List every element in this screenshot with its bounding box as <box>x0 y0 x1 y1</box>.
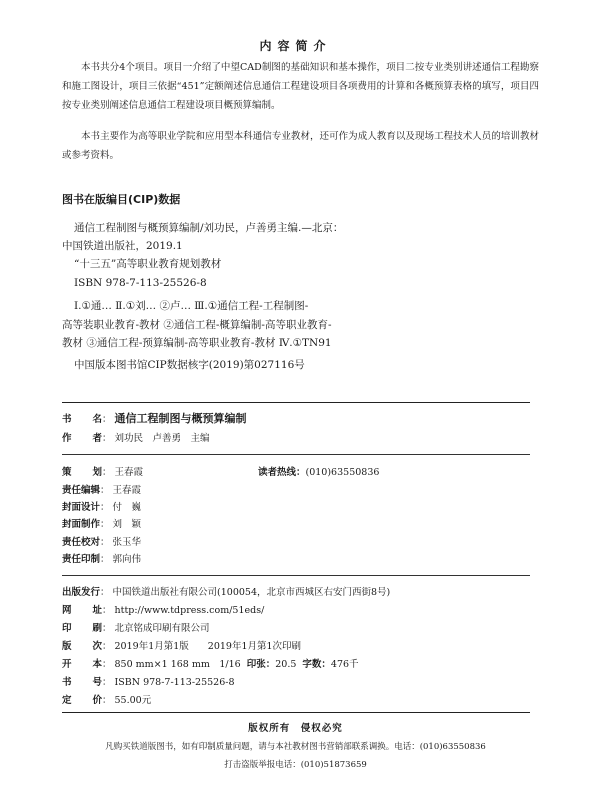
book-author: 刘功民 卢善勇 主编 <box>114 433 210 444</box>
pub-row-printer: 印 刷 ： 北京铭成印刷有限公司 <box>62 623 210 634</box>
pub-row-edition: 版 次 ： 2019年1月第1版 2019年1月第1次印刷 <box>62 641 302 652</box>
staff-row-cover-design: 封面设计 ： 付 巍 <box>62 502 142 513</box>
staff-value-printing-manager: 郭向伟 <box>112 554 142 565</box>
pub-label-printer: 印 刷 <box>62 623 102 634</box>
cip-line-4: ISBN 978-7-113-25526-8 <box>74 277 207 289</box>
cip-line-7: 教材 ③通信工程-预算编制-高等职业教育-教材 Ⅳ.①TN91 <box>62 337 332 349</box>
divider-staff <box>62 454 530 455</box>
pub-label-publisher: 出版发行 <box>62 587 101 598</box>
pub-label-price: 定 价 <box>62 695 102 706</box>
copyright-notice-line-1: 凡购买铁道版图书，如有印制质量问题，请与本社教材图书营销部联系调换。电话：(010)63550836 <box>105 742 486 752</box>
pub-row-publisher: 出版发行 ： 中国铁道出版社有限公司(100054，北京市西城区右安门西街8号) <box>62 587 391 598</box>
divider-bottom <box>62 712 530 713</box>
cip-line-3: “十三五”高等职业教育规划教材 <box>74 258 222 270</box>
staff-value-cover-design: 付 巍 <box>112 502 142 513</box>
cip-line-2: 中国铁道出版社，2019.1 <box>62 240 183 252</box>
cip-line-1: 通信工程制图与概预算编制/刘功民，卢善勇主编.—北京： <box>74 222 344 234</box>
pub-value-format: 850 mm×1 168 mm 1/16 <box>114 659 241 670</box>
summary-paragraph-2: 本书主要作为高等职业学院和应用型本科通信专业教材，还可作为成人教育以及现场工程技术人员的培训教材或参考资料。 <box>62 131 539 161</box>
book-author-row: 作 者 ： 刘功民 卢善勇 主编 <box>62 433 210 444</box>
staff-value-proofreader: 张玉华 <box>112 537 142 548</box>
pub-value-website: http://www.tdpress.com/51eds/ <box>114 605 265 616</box>
divider-top <box>62 402 530 403</box>
staff-row-editor: 责任编辑 ： 王春霞 <box>62 485 142 496</box>
divider-publication <box>62 575 530 576</box>
copyright-notice-line-2: 打击盗版举报电话：(010)51873659 <box>224 760 367 770</box>
pub-value-edition: 2019年1月第1版 2019年1月第1次印刷 <box>114 641 302 652</box>
book-author-label: 作 者 <box>62 433 102 444</box>
pub-value-printer: 北京铭成印刷有限公司 <box>114 623 210 634</box>
cip-line-6: 高等装职业教育-教材 ②通信工程-概算编制-高等职业教育- <box>62 319 332 331</box>
pub-label-word-count: 字数： <box>302 659 331 670</box>
staff-label-printing-manager: 责任印制 <box>62 554 101 565</box>
pub-row-website: 网 址 ： http://www.tdpress.com/51eds/ <box>62 605 265 616</box>
staff-label-cover-design: 封面设计 <box>62 502 101 513</box>
book-title-row: 书 名 ： 通信工程制图与概预算编制 <box>62 412 247 425</box>
cip-line-8: 中国版本图书馆CIP数据核字(2019)第027116号 <box>74 359 305 371</box>
reader-hotline: 读者热线：(010)63550836 <box>258 467 380 478</box>
staff-label-proofreader: 责任校对 <box>62 537 101 548</box>
staff-value-editor: 王春霞 <box>112 485 142 496</box>
cip-heading: 图书在版编目(CIP)数据 <box>62 193 181 206</box>
pub-label-sheets: 印张： <box>246 659 276 670</box>
staff-label-editor: 责任编辑 <box>62 485 101 496</box>
pub-value-sheets: 20.5 <box>275 659 297 670</box>
pub-row-price: 定 价 ： 55.00元 <box>62 695 152 706</box>
staff-row-proofreader: 责任校对 ： 张玉华 <box>62 537 142 548</box>
pub-row-format: 开 本 ： 850 mm×1 168 mm 1/16 印张： 20.5 字数： 476千 <box>62 659 359 670</box>
summary-title: 内容简介 <box>259 39 332 53</box>
staff-label-cover-production: 封面制作 <box>62 519 101 530</box>
pub-row-isbn: 书 号 ： ISBN 978-7-113-25526-8 <box>62 677 235 688</box>
staff-value-cover-production: 刘 颖 <box>112 519 142 530</box>
pub-label-website: 网 址 <box>62 605 102 616</box>
staff-value-planner: 王春霞 <box>114 467 144 478</box>
pub-label-isbn: 书 号 <box>62 677 102 688</box>
pub-value-isbn: ISBN 978-7-113-25526-8 <box>114 677 235 688</box>
pub-value-publisher: 中国铁道出版社有限公司(100054，北京市西城区右安门西街8号) <box>112 587 391 598</box>
book-title: 通信工程制图与概预算编制 <box>114 412 247 425</box>
cip-line-5: Ⅰ.①通… Ⅱ.①刘… ②卢… Ⅲ.①通信工程-工程制图- <box>74 300 309 312</box>
pub-value-price: 55.00元 <box>114 695 152 706</box>
staff-row-planner: 策 划 ： 王春霞 读者热线：(010)63550836 <box>62 467 380 478</box>
copyright-notice-title: 版权所有 侵权必究 <box>248 723 343 734</box>
pub-label-format: 开 本 <box>62 659 102 670</box>
staff-label-planner: 策 划 <box>62 467 102 478</box>
book-title-label: 书 名 <box>62 414 102 425</box>
staff-row-printing-manager: 责任印制 ： 郭向伟 <box>62 554 142 565</box>
pub-value-word-count: 476千 <box>330 659 359 670</box>
summary-paragraph-1: 本书共分4个项目。项目一介绍了中望CAD制图的基础知识和基本操作，项目二按专业类别讲述通信工程勘察和施工图设计，项目三依据“451”定额阐述信息通信工程建设项目各项费用的计算和各概预算表格的填写，项目四按专业类别阐述信息通信工程建设项目概预算编制。 <box>62 62 539 111</box>
staff-row-cover-production: 封面制作 ： 刘 颖 <box>62 519 142 530</box>
pub-label-edition: 版 次 <box>62 641 102 652</box>
